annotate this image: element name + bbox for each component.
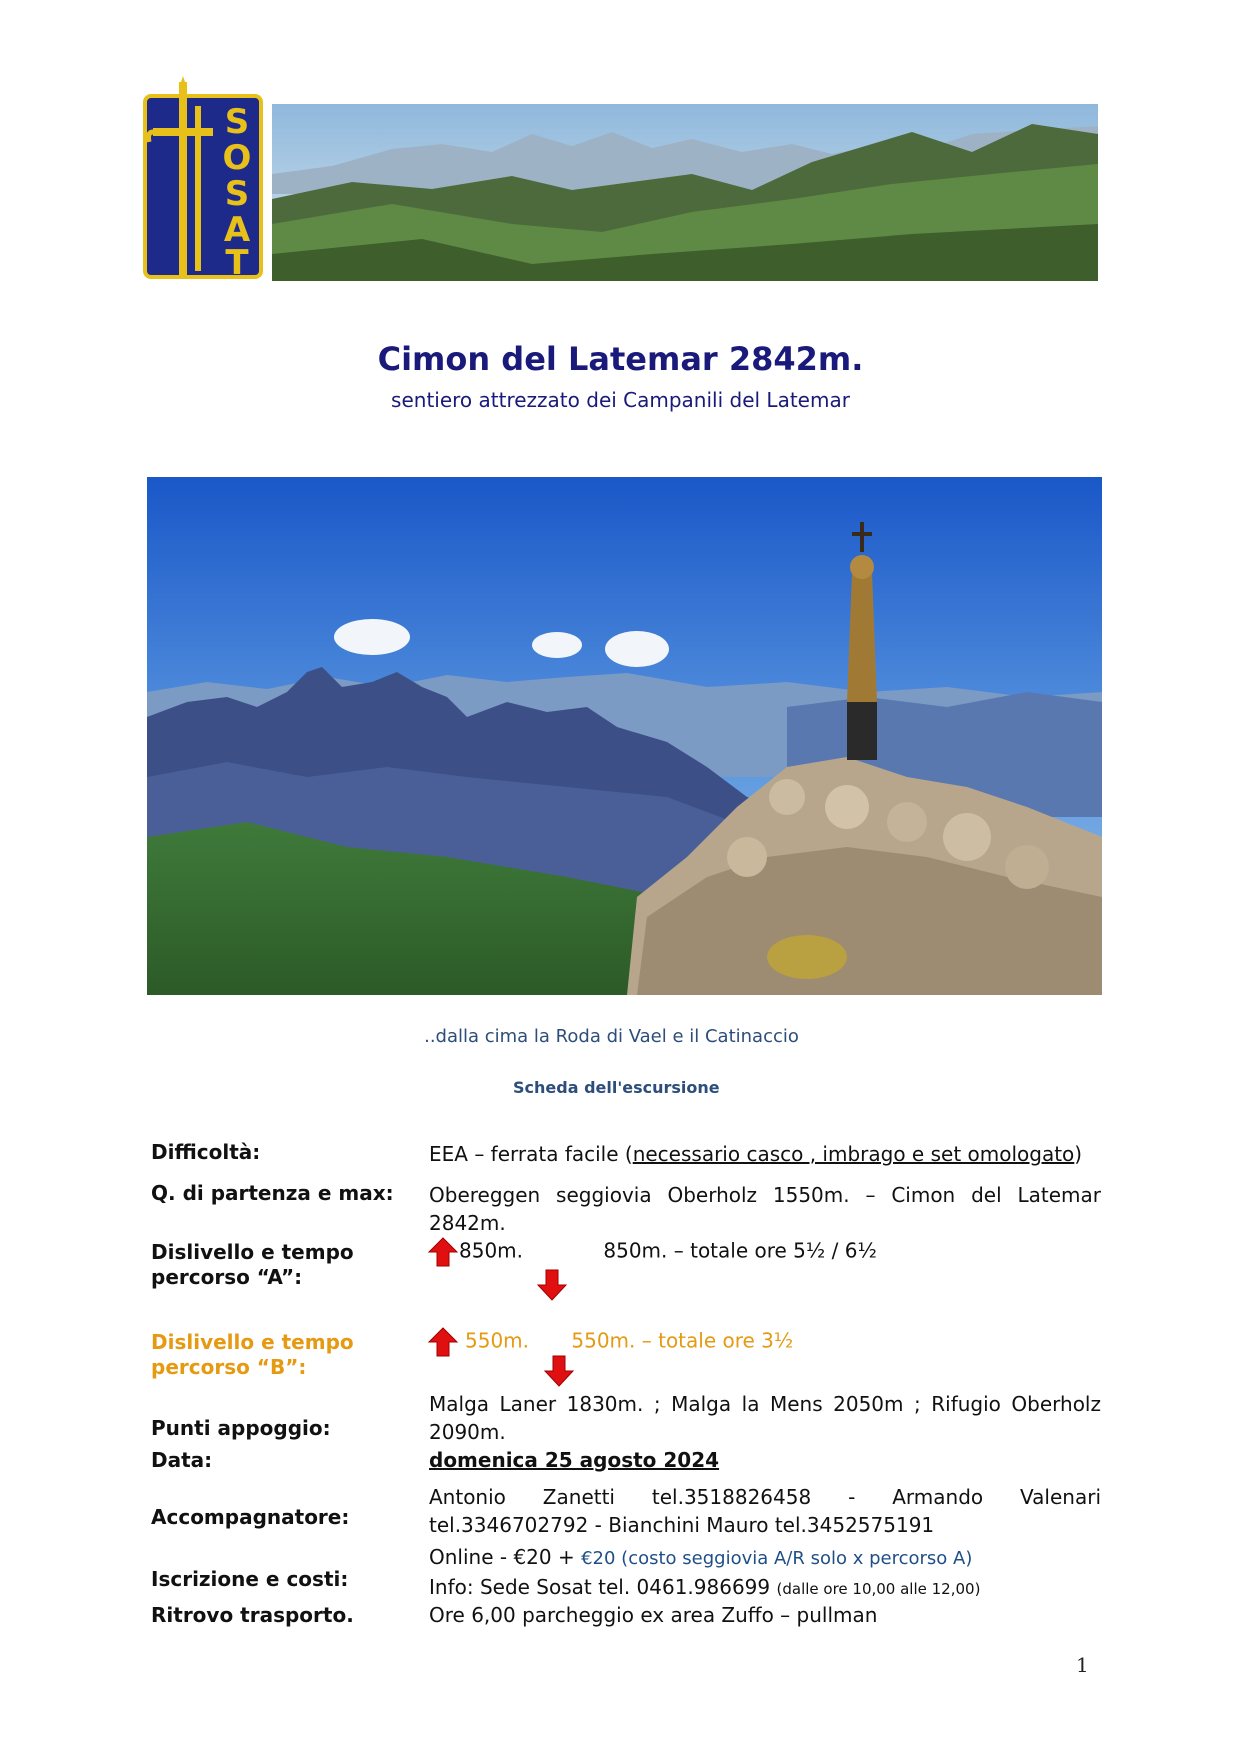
label-percorso-a: Dislivello e tempo percorso “A”: bbox=[151, 1240, 354, 1289]
label-punti-appoggio: Punti appoggio: bbox=[151, 1416, 331, 1440]
page-subtitle: sentiero attrezzato dei Campanili del Latemar bbox=[391, 388, 850, 412]
label-data: Data: bbox=[151, 1448, 213, 1472]
logo-letter: T bbox=[225, 243, 249, 279]
value-iscrizione: Online - €20 + €20 (costo seggiovia A/R solo x percorso A) Info: Sede Sosat tel. 0461.986699 (dalle ore 10,00 alle 12,00) bbox=[429, 1545, 981, 1599]
arrow-down-icon bbox=[543, 1354, 575, 1388]
value-data: domenica 25 agosto 2024 bbox=[429, 1448, 720, 1472]
arrow-up-icon bbox=[427, 1236, 459, 1268]
sosat-logo bbox=[143, 76, 263, 279]
percorso-a-down: 850m. – totale ore 5½ / 6½ bbox=[603, 1238, 877, 1263]
percorso-b-down: 550m. – totale ore 3½ bbox=[571, 1328, 794, 1353]
label-ritrovo: Ritrovo trasporto. bbox=[151, 1603, 354, 1627]
label-iscrizione: Iscrizione e costi: bbox=[151, 1567, 349, 1591]
label-difficolta: Difficoltà: bbox=[151, 1140, 261, 1164]
value-ritrovo: Ore 6,00 parcheggio ex area Zuffo – pullman bbox=[429, 1603, 878, 1627]
logo-letter: A bbox=[223, 210, 251, 250]
label-percorso-b: Dislivello e tempo percorso “B”: bbox=[151, 1330, 354, 1379]
section-heading: Scheda dell'escursione bbox=[513, 1078, 720, 1097]
header-banner-image bbox=[272, 104, 1098, 281]
difficolta-equipment: necessario casco , imbrago e set omologato bbox=[632, 1142, 1075, 1166]
photo-caption: ..dalla cima la Roda di Vael e il Catinaccio bbox=[424, 1026, 799, 1047]
orari-info: (dalle ore 10,00 alle 12,00) bbox=[776, 1580, 981, 1598]
arrow-down-icon bbox=[536, 1268, 568, 1302]
percorso-a-up: 850m. bbox=[459, 1238, 524, 1263]
page-number: 1 bbox=[1076, 1653, 1089, 1677]
value-difficolta: EEA – ferrata facile (necessario casco , imbrago e set omologato) bbox=[429, 1142, 1083, 1166]
logo-letter: S bbox=[224, 174, 250, 214]
value-accompagnatore: Antonio Zanetti tel.3518826458 - Armando Valenari tel.3346702792 - Bianchini Mauro tel.3452575191 bbox=[429, 1485, 1101, 1537]
arrow-up-icon bbox=[427, 1326, 459, 1358]
value-percorso-a bbox=[429, 1236, 1101, 1268]
value-punti-appoggio: Malga Laner 1830m. ; Malga la Mens 2050m ; Rifugio Oberholz 2090m. bbox=[429, 1392, 1101, 1444]
percorso-b-up: 550m. bbox=[465, 1328, 530, 1353]
label-quota: Q. di partenza e max: bbox=[151, 1181, 394, 1205]
summit-photo bbox=[147, 477, 1102, 995]
page-title: Cimon del Latemar 2842m. bbox=[377, 340, 864, 378]
label-accompagnatore: Accompagnatore: bbox=[151, 1505, 350, 1529]
seggiovia-cost: €20 (costo seggiovia A/R solo x percorso A) bbox=[581, 1548, 973, 1569]
logo-letter: O bbox=[222, 138, 252, 178]
value-quota: Obereggen seggiovia Oberholz 1550m. – Cimon del Latemar 2842m. bbox=[429, 1183, 1101, 1235]
logo-letter: S bbox=[224, 102, 250, 142]
value-percorso-b bbox=[429, 1326, 1101, 1358]
